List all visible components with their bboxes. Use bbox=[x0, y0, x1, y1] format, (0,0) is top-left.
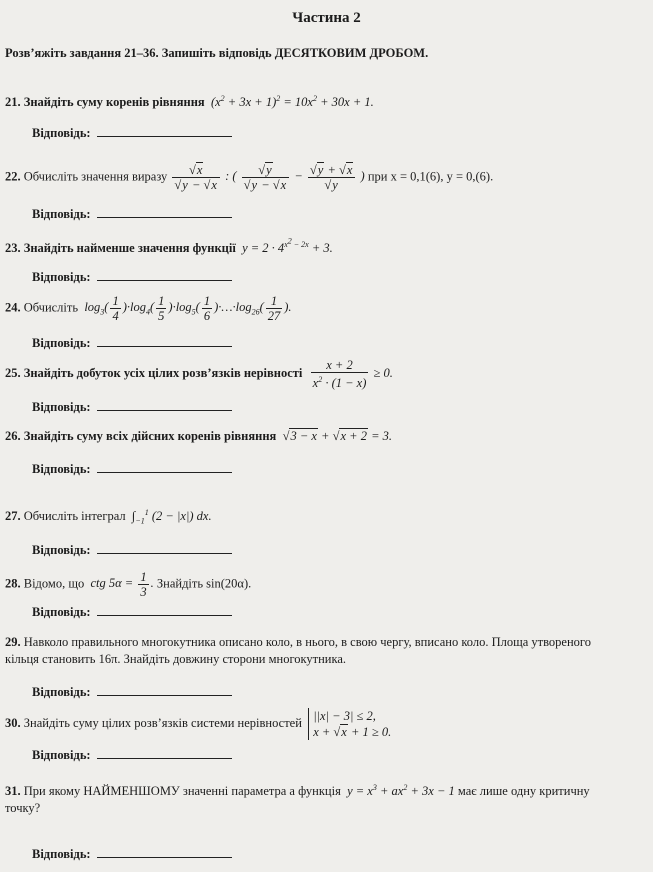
answer-29: Відповідь: bbox=[32, 684, 232, 700]
answer-line[interactable] bbox=[97, 125, 232, 137]
answer-line[interactable] bbox=[97, 846, 232, 858]
instructions: Розв’яжіть завдання 21–36. Запишіть відповідь ДЕСЯТКОВИМ ДРОБОМ. bbox=[5, 46, 429, 60]
answer-line[interactable] bbox=[97, 747, 232, 759]
page-title: Частина 2 bbox=[292, 10, 361, 26]
task-21: 21. Знайдіть суму коренів рівняння $(x^2 + 3x + 1)^2 = 10x^2 + 30x + 1$. bbox=[5, 94, 374, 110]
answer-22: Відповідь: bbox=[32, 206, 232, 222]
answer-27: Відповідь: bbox=[32, 542, 232, 558]
answer-line[interactable] bbox=[97, 461, 232, 473]
answer-31: Відповідь: bbox=[32, 846, 232, 862]
answer-25: Відповідь: bbox=[32, 399, 232, 415]
answer-line[interactable] bbox=[97, 399, 232, 411]
answer-line[interactable] bbox=[97, 684, 232, 696]
answer-line[interactable] bbox=[97, 604, 232, 616]
task-31: 31. При якому НАЙМЕНШОМУ значенні параметра a функція $y = x^3 + ax^2 + 3x - 1$ має лише одну критичну точку? bbox=[5, 783, 590, 816]
task-22: 22. Обчисліть значення виразу $\frac{√x}{√y - √x}$ : ( $\frac{√y}{√y - √x}$ − $\frac{√y + √x}{√y}$ ) при x = 0,1(6), y = 0,(6). bbox=[5, 163, 494, 192]
task-26: 26. Знайдіть суму всіх дійсних коренів рівняння √3 − x + √x + 2 = 3. bbox=[5, 429, 393, 443]
task-25: 25. Знайдіть добуток усіх цілих розв’язків нерівності $\frac{x + 2}{x^2 \cdot (1 - x)}$ ≥ 0. bbox=[5, 358, 393, 391]
answer-30: Відповідь: bbox=[32, 747, 232, 763]
answer-line[interactable] bbox=[97, 206, 232, 218]
answer-26: Відповідь: bbox=[32, 461, 232, 477]
task-27: 27. Обчисліть інтеграл $\int_{-1}^1$ (2 − |x|) dx. bbox=[5, 508, 212, 526]
answer-line[interactable] bbox=[97, 542, 232, 554]
answer-line[interactable] bbox=[97, 335, 232, 347]
answer-23: Відповідь: bbox=[32, 269, 232, 285]
answer-24: Відповідь: bbox=[32, 335, 232, 351]
task-23: 23. Знайдіть найменше значення функції $y = 2 \cdot 4^{x^2 - 2x} + 3$. bbox=[5, 236, 333, 255]
answer-21: Відповідь: bbox=[32, 125, 232, 141]
task-24: 24. Обчисліть $\log_3$( $\frac{1}{4}$ )$\cdot\log_4$( $\frac{1}{5}$ )$\cdot\log_5$( $\frac{1}{6}$ )$\cdot\dots\cdot\log_{26}$( $\frac{1}{27}$ ). bbox=[5, 294, 292, 323]
answer-line[interactable] bbox=[97, 269, 232, 281]
task-28: 28. Відомо, що ctg 5α = $\frac{1}{3}$ . Знайдіть sin(20α). bbox=[5, 570, 252, 599]
task-29: 29. Навколо правильного многокутника описано коло, в нього, в свою чергу, вписано коло. Площа утвореного кільця становить 16π. Знайдіть довжину сторони многокутника. bbox=[5, 635, 591, 666]
task-30: 30. Знайдіть суму цілих розв’язків системи нерівностей ||x| − 3| ≤ 2, x + √x + 1 ≥ 0. bbox=[5, 709, 392, 739]
answer-28: Відповідь: bbox=[32, 604, 232, 620]
